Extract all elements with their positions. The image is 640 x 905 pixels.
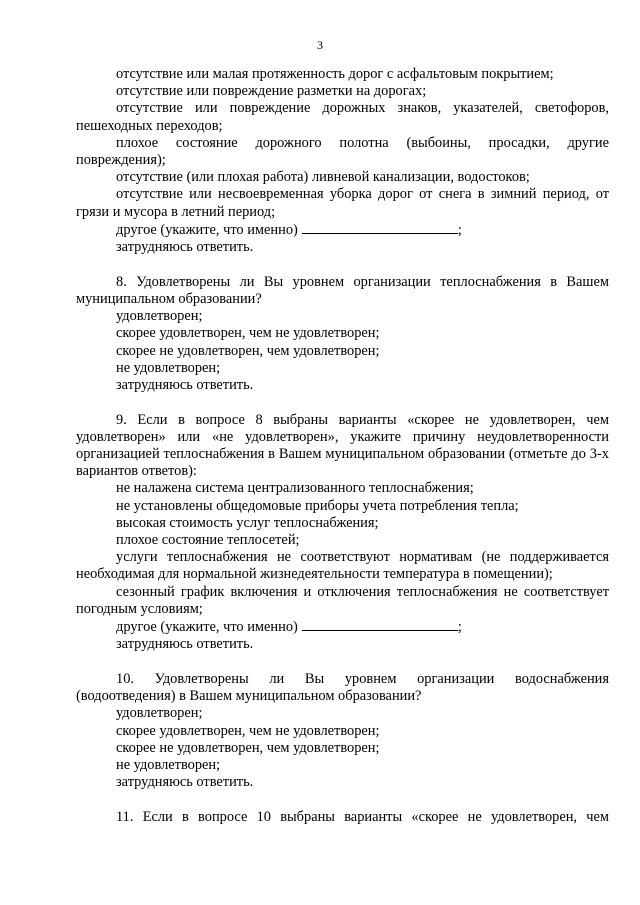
option-hard-to-answer: затрудняюсь ответить. <box>116 239 254 256</box>
option: плохое состояние теплосетей; <box>116 532 300 549</box>
option: отсутствие или повреждение разметки на дорогах; <box>116 83 427 100</box>
option: отсутствие или несвоевременная уборка дорог от снега в зимний период, от грязи и мусора в летний период; <box>76 186 609 220</box>
option: не установлены общедомовые приборы учета потребления тепла; <box>116 497 519 514</box>
answer-blank-line[interactable] <box>302 221 458 234</box>
option: услуги теплоснабжения не соответствуют нормативам (не поддерживается необходимая для нормальной жизнедеятельности температура в помещении); <box>76 549 609 583</box>
option: не налажена система централизованного теплоснабжения; <box>116 480 474 497</box>
option: удовлетворен; <box>116 705 203 722</box>
option-other-label: другое (укажите, что именно) <box>116 619 298 636</box>
option: плохое состояние дорожного полотна (выбоины, просадки, другие повреждения); <box>76 134 609 169</box>
option-other <box>76 221 609 239</box>
option: скорее удовлетворен, чем не удовлетворен; <box>116 325 380 342</box>
option: сезонный график включения и отключения теплоснабжения не соответствует погодным условиям; <box>76 583 609 617</box>
option: высокая стоимость услуг теплоснабжения; <box>116 514 379 531</box>
question-text: 9. Если в вопросе 8 выбраны варианты «скорее не удовлетворен, чем удовлетворен» или «не удовлетворен», укажите причину неудовлетворенности организацией теплоснабжения в Вашем муниципальном образовании (отметьте до 3-х вариантов ответов): <box>76 411 609 480</box>
option: скорее не удовлетворен, чем удовлетворен; <box>116 739 380 756</box>
option-hard-to-answer: затрудняюсь ответить. <box>116 636 254 653</box>
option: скорее не удовлетворен, чем удовлетворен; <box>116 342 380 359</box>
option-other-label: другое (укажите, что именно) <box>116 221 298 238</box>
option-other <box>76 618 609 636</box>
option: не удовлетворен; <box>116 757 221 774</box>
option: затрудняюсь ответить. <box>116 376 254 393</box>
question-10 <box>76 671 609 791</box>
option: отсутствие (или плохая работа) ливневой канализации, водостоков; <box>116 169 530 186</box>
question-text: 11. Если в вопросе 10 выбраны варианты «скорее не удовлетворен, чем <box>116 808 609 825</box>
answer-blank-line[interactable] <box>302 618 458 631</box>
option: затрудняюсь ответить. <box>116 774 254 791</box>
page-content <box>76 66 609 826</box>
question-text: 10. Удовлетворены ли Вы уровнем организации водоснабжения (водоотведения) в Вашем муниципальном образовании? <box>76 671 609 705</box>
option: скорее удовлетворен, чем не удовлетворен; <box>116 722 380 739</box>
question-text: 8. Удовлетворены ли Вы уровнем организации теплоснабжения в Вашем муниципальном образовании? <box>76 273 609 307</box>
question-7-options <box>76 66 609 256</box>
question-9 <box>76 412 609 654</box>
option: отсутствие или малая протяженность дорог с асфальтовым покрытием; <box>116 66 554 82</box>
option-other-suffix: ; <box>457 619 462 636</box>
option: не удовлетворен; <box>116 359 221 376</box>
page-number: 3 <box>317 38 323 52</box>
question-8 <box>76 274 609 394</box>
option-other-suffix: ; <box>457 221 462 238</box>
question-11 <box>76 809 609 826</box>
option: удовлетворен; <box>116 308 203 325</box>
option: отсутствие или повреждение дорожных знаков, указателей, светофоров, пешеходных переходов; <box>76 100 609 134</box>
